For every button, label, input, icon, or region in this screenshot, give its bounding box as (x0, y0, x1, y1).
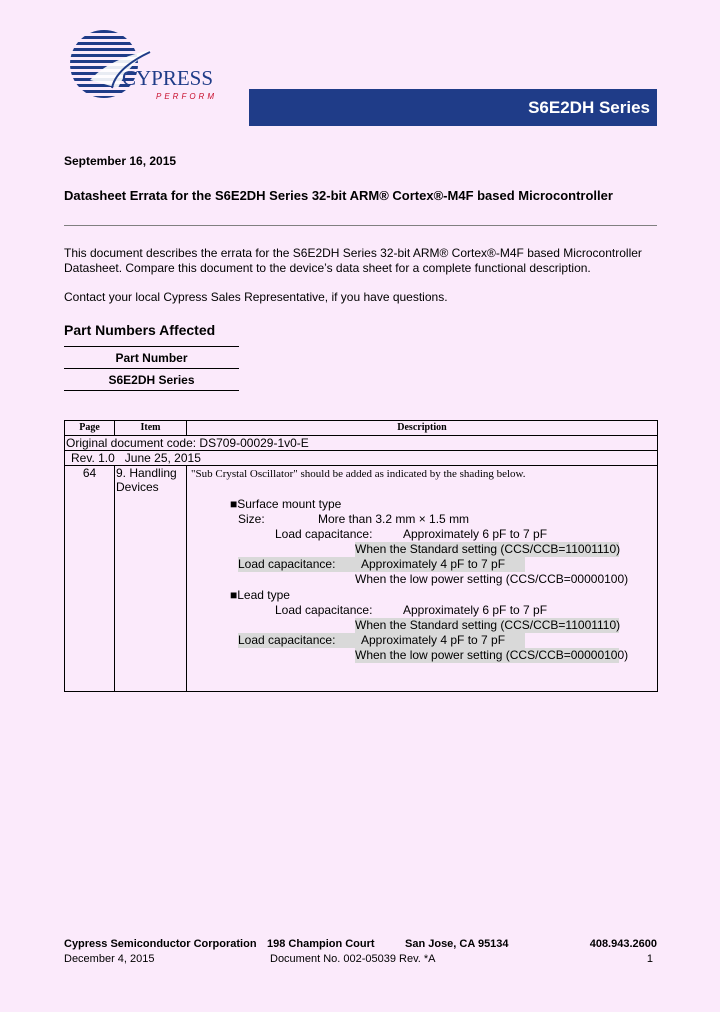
load-cap-value: Approximately 4 pF to 7 pF (359, 633, 525, 648)
title-divider (64, 225, 657, 226)
logo-wordmark: CYPRESS (122, 66, 214, 90)
footer-phone: 408.943.2600 (589, 938, 657, 950)
table-row (64, 369, 239, 391)
item-column-header: Item (115, 421, 187, 436)
document-date: September 16, 2015 (64, 154, 177, 168)
part-numbers-table (64, 346, 239, 391)
description-details (188, 481, 656, 691)
load-cap-value: Approximately 6 pF to 7 pF (403, 527, 548, 541)
original-document-code: Original document code: DS709-00029-1v0-E (65, 436, 658, 451)
errata-table (64, 420, 658, 692)
cypress-logo (60, 28, 240, 110)
standard-setting-note: When the Standard setting (CCS/CCB=11001110) (355, 542, 621, 556)
part-numbers-heading: Part Numbers Affected (64, 322, 216, 338)
load-cap-label: Load capacitance: (238, 633, 359, 648)
standard-setting-note: When the Standard setting (CCS/CCB=11001110) (355, 618, 621, 632)
footer-page-number: 1 (646, 953, 653, 965)
part-numbers-header-row (64, 347, 239, 369)
footer-company: Cypress Semiconductor Corporation (64, 938, 257, 950)
series-banner: S6E2DH Series (249, 89, 657, 126)
contact-paragraph: Contact your local Cypress Sales Representative, if you have questions. (64, 290, 448, 304)
footer-document-number: Document No. 002-05039 Rev. *A (270, 953, 436, 965)
document-title: Datasheet Errata for the S6E2DH Series 32-bit ARM® Cortex®-M4F based Microcontroller (64, 188, 613, 203)
page-cell: 64 (65, 466, 115, 692)
intro-paragraph: This document describes the errata for the S6E2DH Series 32-bit ARM® Cortex®-M4F based Microcontroller Datasheet. Compare this document to the device’s data sheet for a complete functional description. (64, 246, 642, 275)
part-number-cell: S6E2DH Series (64, 369, 239, 391)
footer-city: San Jose, CA 95134 (405, 938, 509, 950)
footer-address: 198 Champion Court (267, 938, 375, 950)
footer-date: December 4, 2015 (64, 953, 155, 965)
table-row (65, 451, 658, 466)
description-column-header: Description (187, 421, 658, 436)
page-column-header: Page (65, 421, 115, 436)
item-cell: 9. Handling Devices (115, 466, 187, 692)
low-power-setting-note: When the low power setting (CCS/CCB=00000100) (355, 648, 629, 662)
low-power-setting-note: When the low power setting (CCS/CCB=00000100) (355, 572, 629, 586)
load-cap-label: Load capacitance: (275, 603, 373, 617)
load-cap-label: Load capacitance: (275, 527, 373, 541)
part-number-column-header: Part Number (64, 347, 239, 369)
surface-mount-heading: ■Surface mount type (230, 497, 342, 511)
revision-info: Rev. 1.0 June 25, 2015 (65, 451, 658, 466)
load-cap-value: Approximately 4 pF to 7 pF (359, 557, 525, 572)
table-row (65, 466, 658, 692)
errata-header-row (65, 421, 658, 436)
load-cap-value: Approximately 6 pF to 7 pF (403, 603, 548, 617)
description-intro: "Sub Crystal Oscillator" should be added as indicated by the shading below. (191, 468, 526, 480)
logo-tagline: PERFORM (156, 92, 217, 101)
lead-type-heading: ■Lead type (230, 588, 290, 602)
size-label: Size: (238, 512, 265, 526)
table-row (65, 436, 658, 451)
description-cell (187, 466, 658, 692)
size-value: More than 3.2 mm × 1.5 mm (318, 512, 470, 526)
load-cap-label: Load capacitance: (238, 557, 359, 572)
